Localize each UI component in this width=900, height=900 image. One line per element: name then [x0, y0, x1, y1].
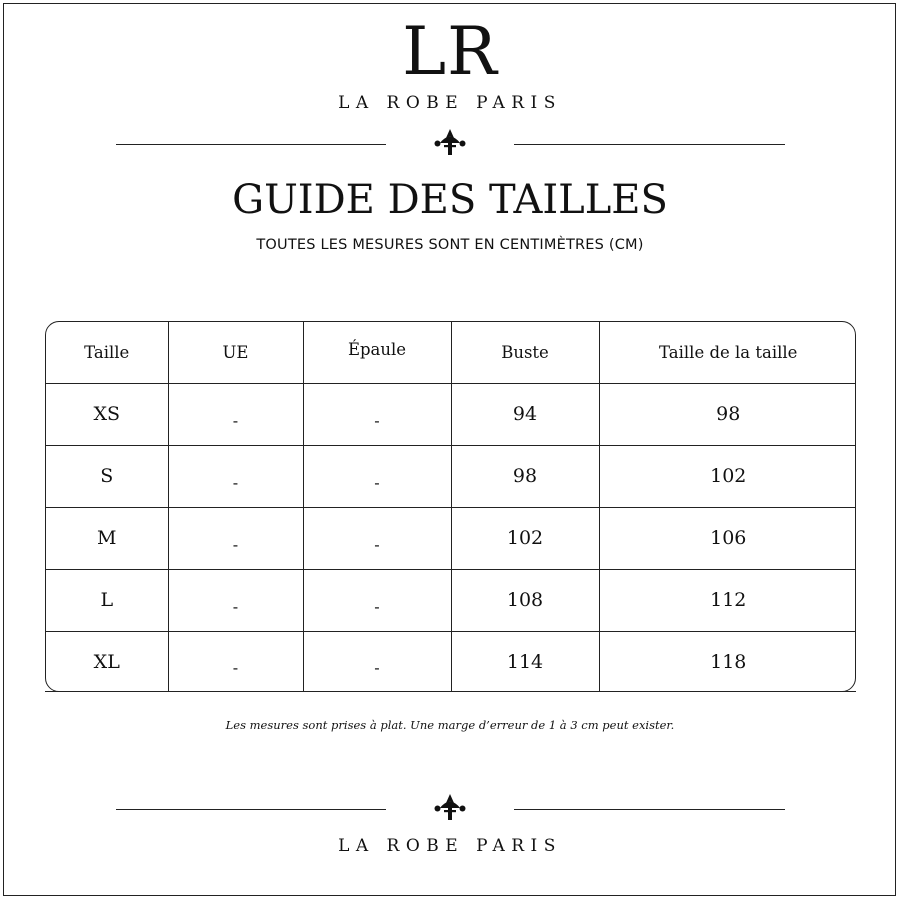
cell-taille: 112 — [599, 569, 856, 631]
table-row — [46, 383, 856, 445]
table-row — [46, 507, 856, 569]
page-title: GUIDE DES TAILLES — [232, 177, 668, 223]
table-row — [46, 631, 856, 692]
cell-epaule: - — [303, 383, 451, 445]
cell-size: M — [46, 507, 168, 569]
cell-epaule: - — [303, 507, 451, 569]
cell-buste: 114 — [451, 631, 599, 692]
table-header-row — [46, 322, 856, 383]
cell-ue: - — [168, 445, 303, 507]
table-row — [46, 445, 856, 507]
divider-line-left — [116, 144, 386, 145]
brand-name: LA ROBE PARIS — [338, 93, 562, 113]
header-epaule: Épaule — [303, 322, 451, 383]
size-chart-table — [45, 321, 856, 692]
divider-line-right — [514, 144, 785, 145]
cell-taille: 98 — [599, 383, 856, 445]
cell-buste: 94 — [451, 383, 599, 445]
cell-epaule: - — [303, 445, 451, 507]
cell-ue: - — [168, 631, 303, 692]
cell-ue: - — [168, 383, 303, 445]
units-subtitle: TOUTES LES MESURES SONT EN CENTIMÈTRES (CM) — [256, 237, 644, 253]
cell-taille: 118 — [710, 650, 747, 673]
cell-buste: 108 — [451, 569, 599, 631]
cell-size: L — [46, 569, 168, 631]
cell-size: S — [46, 445, 168, 507]
divider-line-left — [116, 809, 386, 810]
cell-buste: 98 — [451, 445, 599, 507]
fleur-de-lis-icon — [430, 793, 470, 823]
header-tour-de-taille: Taille de la taille — [599, 322, 856, 383]
table-row — [46, 569, 856, 631]
cell-taille: 106 — [599, 507, 856, 569]
table-underline — [45, 691, 856, 692]
cell-taille: 102 — [599, 445, 856, 507]
measurement-note: Les mesures sont prises à plat. Une marge d’erreur de 1 à 3 cm peut exister. — [225, 718, 675, 732]
cell-size: XL — [46, 631, 168, 692]
cell-buste: 102 — [451, 507, 599, 569]
header-taille: Taille — [46, 322, 168, 383]
cell-epaule: - — [303, 631, 451, 692]
header-ue: UE — [168, 322, 303, 383]
cell-epaule: - — [303, 569, 451, 631]
cell-ue: - — [168, 507, 303, 569]
fleur-de-lis-icon — [430, 128, 470, 158]
header-buste: Buste — [451, 322, 599, 383]
brand-logo: LR — [402, 13, 498, 90]
cell-ue: - — [168, 569, 303, 631]
footer-brand-name: LA ROBE PARIS — [338, 836, 562, 856]
cell-size: XS — [46, 383, 168, 445]
divider-line-right — [514, 809, 785, 810]
